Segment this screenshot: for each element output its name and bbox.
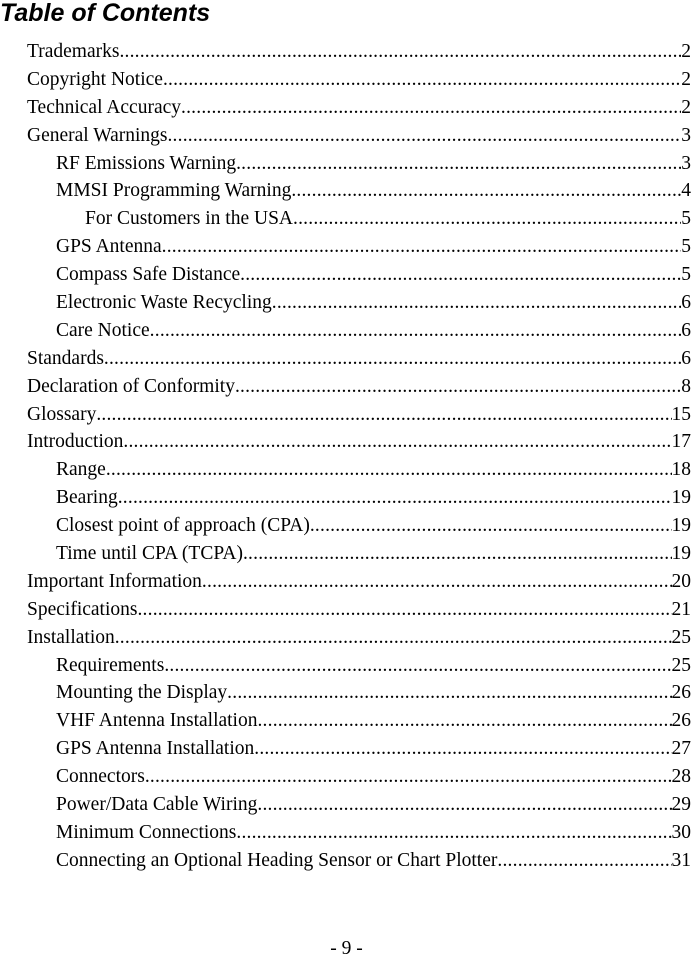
toc-entry-label: Declaration of Conformity	[27, 375, 235, 397]
dot-leader	[236, 150, 681, 178]
toc-entry-page: 26	[671, 710, 691, 732]
dot-leader	[310, 512, 672, 540]
toc-entry[interactable]	[27, 652, 693, 680]
dot-leader	[235, 373, 681, 401]
toc-entry-label: Standards	[27, 347, 104, 369]
toc-entry-page: 5	[681, 208, 691, 230]
toc-entry-page: 3	[681, 124, 691, 146]
toc-entry[interactable]	[27, 233, 693, 261]
toc-entry-label: VHF Antenna Installation	[56, 710, 258, 732]
toc-entry-label: Installation	[27, 626, 115, 648]
dot-leader	[104, 345, 681, 373]
toc-entry-page: 19	[671, 543, 691, 565]
toc-entry[interactable]	[27, 791, 693, 819]
toc-entry-page: 30	[671, 821, 691, 843]
dot-leader	[119, 38, 681, 66]
toc-entry-page: 20	[671, 570, 691, 592]
toc-entry-page: 25	[671, 626, 691, 648]
dot-leader	[167, 122, 681, 150]
toc-entry-page: 25	[671, 654, 691, 676]
toc-entry[interactable]	[27, 38, 693, 66]
toc-entry-page: 2	[681, 96, 691, 118]
toc-entry-label: For Customers in the USA	[85, 208, 294, 230]
toc-entry-page: 3	[681, 152, 691, 174]
toc-entry[interactable]	[27, 317, 693, 345]
toc-entry-page: 31	[671, 849, 691, 871]
toc-entry[interactable]	[27, 150, 693, 178]
toc-entry[interactable]	[27, 428, 693, 456]
toc-entry-label: GPS Antenna Installation	[56, 738, 255, 760]
dot-leader	[272, 289, 682, 317]
dot-leader	[115, 624, 672, 652]
toc-entry-page: 8	[681, 375, 691, 397]
toc-entry-page: 2	[681, 68, 691, 90]
toc-entry[interactable]	[27, 401, 693, 429]
toc-entry-label: Specifications	[27, 598, 138, 620]
toc-entry-page: 18	[671, 459, 691, 481]
toc-entry-label: Important Information	[27, 570, 202, 592]
toc-entry[interactable]	[27, 596, 693, 624]
toc-entry[interactable]	[27, 847, 693, 875]
toc-entry-page: 2	[681, 41, 691, 62]
toc-entry[interactable]	[27, 707, 693, 735]
toc-entry-page: 19	[671, 487, 691, 509]
toc-entry[interactable]	[27, 568, 693, 596]
dot-leader	[106, 456, 672, 484]
toc-entry-label: Introduction	[27, 431, 124, 453]
toc-entry-label: RF Emissions Warning	[56, 152, 237, 174]
toc-entry-page: 21	[671, 598, 691, 620]
table-of-contents	[27, 38, 693, 875]
toc-entry[interactable]	[27, 289, 693, 317]
toc-entry-page: 19	[671, 515, 691, 537]
toc-entry-page: 15	[671, 403, 691, 425]
dot-leader	[202, 568, 672, 596]
toc-entry[interactable]	[27, 512, 693, 540]
toc-entry-page: 4	[681, 180, 691, 202]
toc-entry-label: Trademarks	[27, 41, 120, 62]
toc-entry-page: 29	[671, 794, 691, 816]
toc-entry-label: MMSI Programming Warning	[56, 180, 292, 202]
toc-entry-page: 6	[681, 292, 691, 314]
toc-entry-label: Mounting the Display	[56, 682, 228, 704]
toc-entry[interactable]	[27, 345, 693, 373]
toc-entry[interactable]	[27, 94, 693, 122]
toc-entry[interactable]	[27, 484, 693, 512]
toc-entry-label: Technical Accuracy	[27, 96, 182, 118]
toc-entry-label: Compass Safe Distance	[56, 264, 241, 286]
toc-entry[interactable]	[27, 679, 693, 707]
toc-entry[interactable]	[27, 624, 693, 652]
toc-entry-label: Minimum Connections	[56, 821, 237, 843]
toc-entry-label: Connectors	[56, 766, 145, 788]
dot-leader	[96, 401, 671, 429]
toc-entry-page: 6	[681, 347, 691, 369]
toc-entry-page: 5	[681, 236, 691, 258]
toc-entry-page: 5	[681, 264, 691, 286]
dot-leader	[227, 679, 671, 707]
dot-leader	[150, 317, 682, 345]
toc-entry[interactable]	[27, 177, 693, 205]
dot-leader	[257, 791, 671, 819]
toc-entry-page: 27	[671, 738, 691, 760]
toc-entry-label: Care Notice	[56, 319, 150, 341]
dot-leader	[162, 233, 682, 261]
toc-entry[interactable]	[27, 122, 693, 150]
page-number: - 9 -	[330, 938, 363, 959]
toc-entry-label: Glossary	[27, 403, 97, 425]
toc-entry-page: 26	[671, 682, 691, 704]
dot-leader	[293, 205, 681, 233]
dot-leader	[163, 66, 681, 94]
dot-leader	[145, 763, 672, 791]
dot-leader	[497, 847, 671, 875]
toc-entry-label: Time until CPA (TCPA)	[56, 543, 243, 565]
dot-leader	[123, 428, 671, 456]
dot-leader	[243, 540, 672, 568]
toc-entry[interactable]	[27, 763, 693, 791]
dot-leader	[137, 596, 671, 624]
toc-entry-label: General Warnings	[27, 124, 168, 146]
toc-entry-label: Range	[56, 459, 106, 481]
dot-leader	[118, 484, 672, 512]
toc-entry[interactable]	[27, 819, 693, 847]
toc-entry[interactable]	[27, 261, 693, 289]
toc-entry-label: Connecting an Optional Heading Sensor or Chart Plotter	[56, 849, 498, 871]
toc-entry[interactable]	[27, 66, 693, 94]
toc-entry-label: Copyright Notice	[27, 68, 163, 90]
toc-entry-page: 6	[681, 319, 691, 341]
toc-entry-label: Closest point of approach (CPA)	[56, 515, 310, 537]
dot-leader	[236, 819, 671, 847]
toc-entry-label: GPS Antenna	[56, 236, 162, 258]
toc-entry[interactable]	[27, 456, 693, 484]
dot-leader	[254, 735, 671, 763]
toc-entry-page: 17	[671, 431, 691, 453]
toc-entry-page: 28	[671, 766, 691, 788]
dot-leader	[240, 261, 681, 289]
dot-leader	[164, 652, 671, 680]
toc-title: Table of Contents	[0, 0, 211, 27]
toc-entry[interactable]	[27, 735, 693, 763]
dot-leader	[257, 707, 671, 735]
toc-entry-label: Electronic Waste Recycling	[56, 292, 272, 314]
toc-entry-label: Requirements	[56, 654, 165, 676]
dot-leader	[181, 94, 681, 122]
toc-entry[interactable]	[27, 205, 693, 233]
toc-entry[interactable]	[27, 540, 693, 568]
dot-leader	[291, 177, 681, 205]
toc-entry-label: Power/Data Cable Wiring	[56, 794, 258, 816]
toc-entry-label: Bearing	[56, 487, 118, 509]
toc-entry[interactable]	[27, 373, 693, 401]
